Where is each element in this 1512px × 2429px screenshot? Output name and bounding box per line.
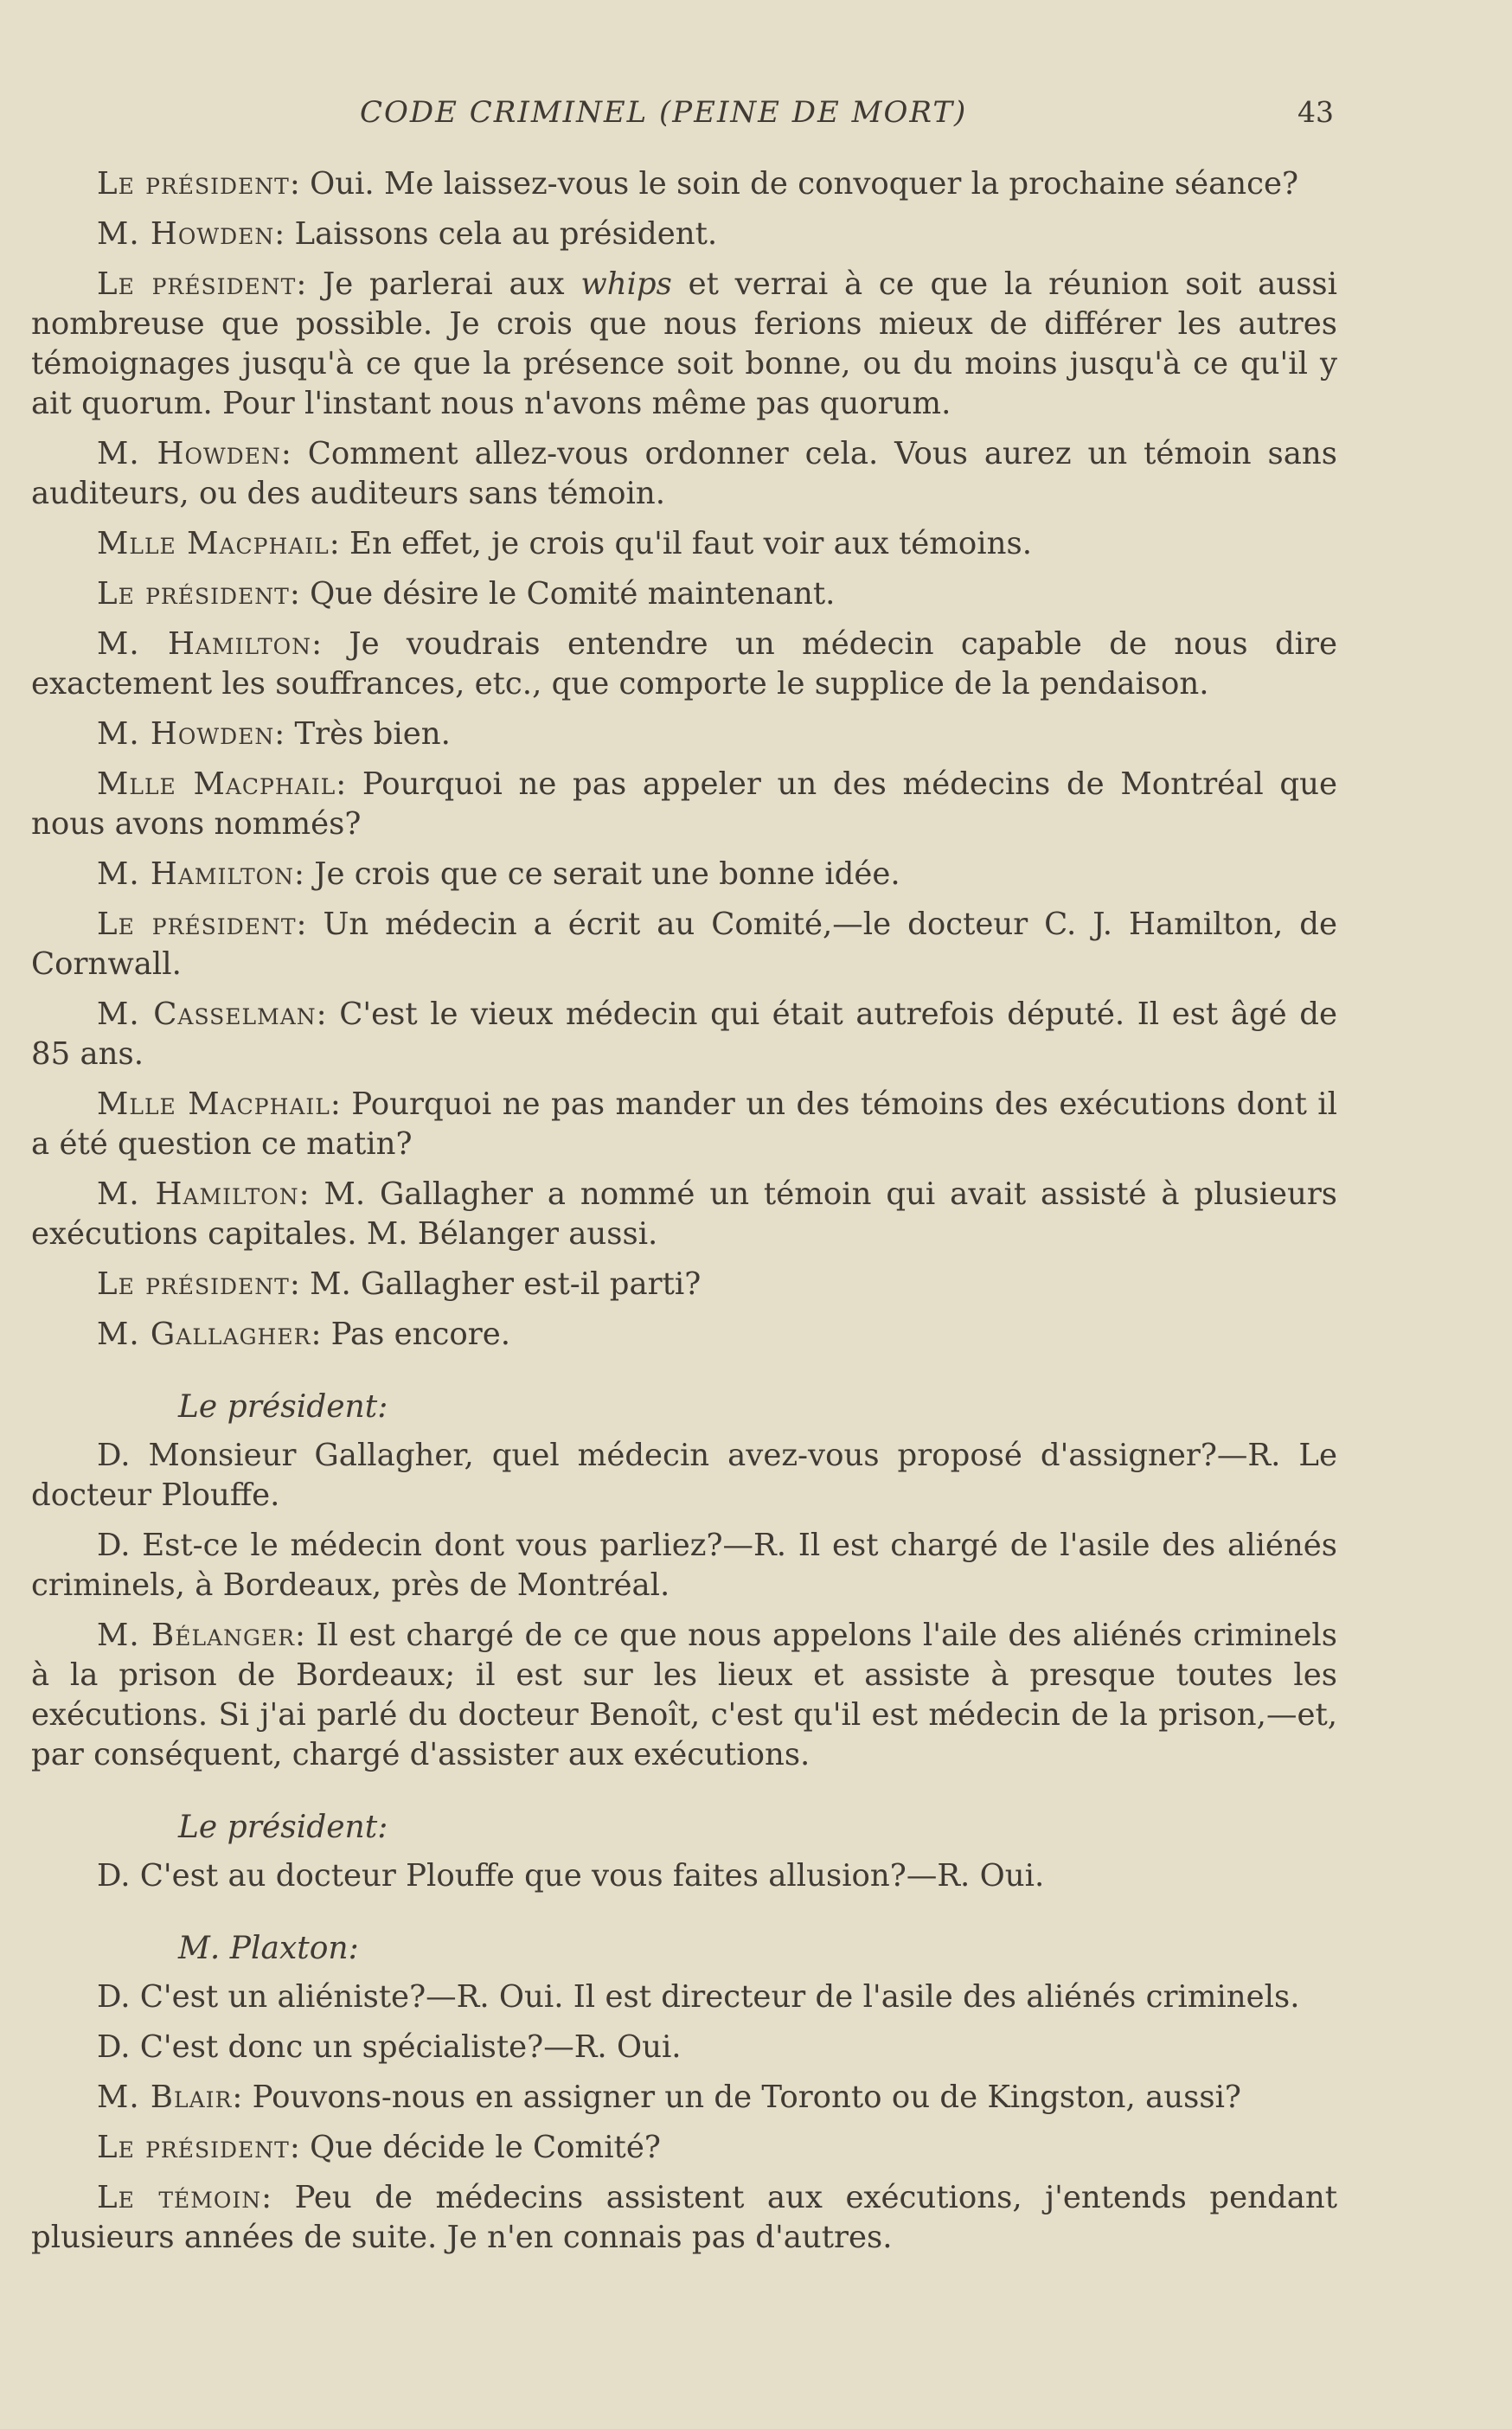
speaker-name: Le président <box>97 166 290 202</box>
speech-paragraph <box>31 765 1337 844</box>
speaker-name: M. Howden <box>97 716 275 752</box>
speaker-name: Mlle Macphail <box>97 526 330 561</box>
speech-text: : Peu de médecins assistent aux exécutions, j'entends pendant plusieurs années de suite. Je n'en connais pas d'autres. <box>31 2180 1337 2255</box>
running-title: CODE CRIMINEL (PEINE DE MORT) <box>360 95 968 130</box>
speech-paragraph <box>31 625 1337 704</box>
speech-paragraph <box>31 1616 1337 1775</box>
speech-paragraph <box>31 1175 1337 1254</box>
speech-paragraph <box>31 1085 1337 1164</box>
speaker-name: Le président <box>97 907 297 942</box>
speech-text: : Comment allez-vous ordonner cela. Vous aurez un témoin sans auditeurs, ou des auditeurs sans témoin. <box>31 436 1337 511</box>
speech-text: : En effet, je crois qu'il faut voir aux témoins. <box>329 526 1032 561</box>
speech-text: D. Monsieur Gallagher, quel médecin avez-vous proposé d'assigner?—R. Le docteur Plouffe. <box>31 1438 1337 1513</box>
speech-text: : Pourquoi ne pas appeler un des médecins de Montréal que nous avons nommés? <box>31 766 1337 842</box>
speech-text: : Pouvons-nous en assigner un de Toronto ou de Kingston, aussi? <box>232 2080 1241 2115</box>
speech-paragraph <box>31 434 1337 514</box>
speech-text: : Je parlerai aux <box>296 266 581 302</box>
speech-text: : Il est chargé de ce que nous appelons l'aile des aliénés criminels à la prison de Bordeaux; il est sur les lieux et assiste à presque toutes les exécutions. Si j'ai parlé du docteur Benoît, c'est qu'il est médecin de la prison,—et, par conséquent, chargé d'assister aux exécutions. <box>31 1618 1337 1772</box>
speech-text: : Oui. Me laissez-vous le soin de convoquer la prochaine séance? <box>289 166 1299 202</box>
section-heading: M. Plaxton: <box>178 1931 359 1966</box>
speech-paragraph <box>31 1315 1337 1355</box>
question-answer <box>31 1856 1337 1896</box>
speech-text: : M. Gallagher est-il parti? <box>289 1266 702 1302</box>
speaker-name: M. Howden <box>97 216 275 252</box>
speech-text: : C'est le vieux médecin qui était autrefois député. Il est âgé de 85 ans. <box>31 997 1338 1072</box>
speech-paragraph <box>31 524 1337 564</box>
speech-text: : Je voudrais entendre un médecin capable de nous dire exactement les souffrances, etc., que comporte le supplice de la pendaison. <box>31 626 1338 702</box>
speech-paragraph <box>31 715 1337 754</box>
section-heading: Le président: <box>178 1810 388 1845</box>
speech-paragraph <box>31 164 1337 204</box>
page-header <box>0 95 1512 138</box>
speaker-name: M. Hamilton <box>97 1176 299 1212</box>
speech-text: : Très bien. <box>274 716 451 752</box>
speech-paragraph <box>31 2128 1337 2168</box>
speaker-name: M. Blair <box>97 2080 233 2115</box>
speech-text: : Pas encore. <box>311 1317 511 1352</box>
question-answer <box>31 2028 1337 2067</box>
speaker-name: Mlle Macphail <box>97 1086 330 1122</box>
speech-paragraph <box>31 995 1337 1074</box>
transcript-body <box>31 164 1337 2268</box>
speech-paragraph <box>31 215 1337 254</box>
speech-text: D. C'est au docteur Plouffe que vous faites allusion?—R. Oui. <box>97 1858 1045 1894</box>
speech-italic-term: whips <box>580 266 672 302</box>
speech-paragraph <box>31 1265 1337 1304</box>
speaker-name: M. Howden <box>97 436 281 471</box>
section-heading: Le président: <box>178 1389 388 1425</box>
speaker-name: Le président <box>97 2130 290 2165</box>
speech-text: : Un médecin a écrit au Comité,—le docteur C. J. Hamilton, de Cornwall. <box>31 907 1337 982</box>
speaker-name: M. Gallagher <box>97 1317 311 1352</box>
speech-paragraph <box>31 905 1337 984</box>
speech-text: D. C'est un aliéniste?—R. Oui. Il est directeur de l'asile des aliénés criminels. <box>97 1979 1300 2015</box>
speaker-name: Mlle Macphail <box>97 766 336 802</box>
speech-paragraph <box>31 855 1337 894</box>
speech-paragraph <box>31 574 1337 614</box>
speaker-name: Le président <box>97 576 290 612</box>
speaker-name: Le président <box>97 266 297 302</box>
speaker-name: Le témoin <box>97 2180 262 2215</box>
speech-text: : Que désire le Comité maintenant. <box>289 576 836 612</box>
speech-text: : Laissons cela au président. <box>274 216 718 252</box>
question-answer <box>31 1526 1337 1605</box>
speech-text: : M. Gallagher a nommé un témoin qui avait assisté à plusieurs exécutions capitales. M. Bélanger aussi. <box>31 1176 1338 1252</box>
speech-text: D. C'est donc un spécialiste?—R. Oui. <box>97 2029 682 2065</box>
speaker-name: M. Hamilton <box>97 856 295 892</box>
speaker-name: M. Bélanger <box>97 1618 296 1653</box>
speech-text: D. Est-ce le médecin dont vous parliez?—R. Il est chargé de l'asile des aliénés criminels, à Bordeaux, près de Montréal. <box>31 1528 1337 1603</box>
speech-text: : Pourquoi ne pas mander un des témoins des exécutions dont il a été question ce matin? <box>31 1086 1337 1162</box>
speech-paragraph <box>31 265 1337 424</box>
speech-text: : Je crois que ce serait une bonne idée. <box>294 856 900 892</box>
speech-paragraph <box>31 2178 1337 2258</box>
speaker-name: M. Hamilton <box>97 626 312 662</box>
speech-text: et verrai à ce que la réunion soit aussi nombreuse que possible. Je crois que nous ferions mieux de différer les autres témoignages jusqu'à ce que la présence soit bonne, ou du moins jusqu'à ce qu'il y ait quorum. Pour l'instant nous n'avons même pas quorum. <box>31 266 1337 421</box>
speaker-name: M. Casselman <box>97 997 317 1032</box>
speech-paragraph <box>31 2078 1337 2118</box>
question-answer <box>31 1436 1337 1516</box>
speech-text: : Que décide le Comité? <box>289 2130 661 2165</box>
speaker-name: Le président <box>97 1266 290 1302</box>
page-number: 43 <box>1297 95 1334 129</box>
question-answer <box>31 1977 1337 2017</box>
